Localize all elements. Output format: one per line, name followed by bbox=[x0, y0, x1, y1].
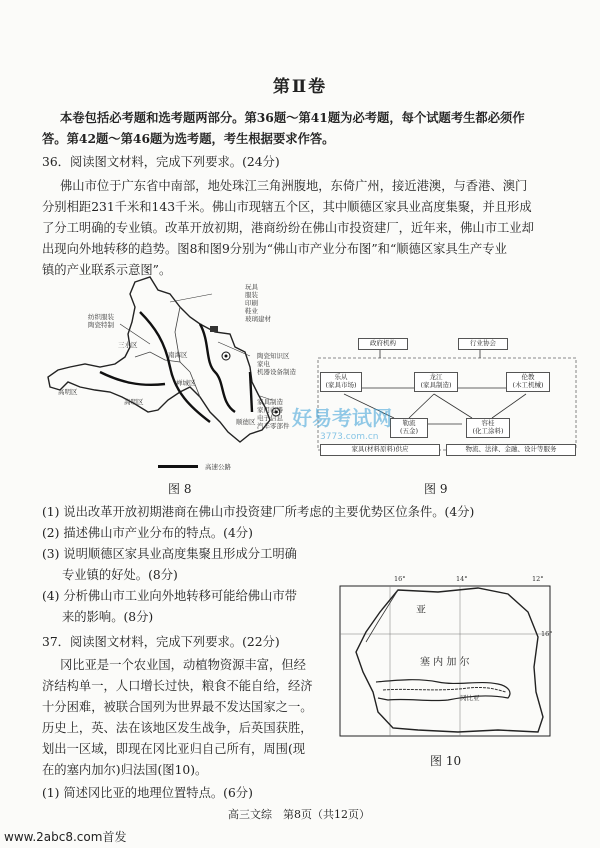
fig9-leliu: 勒流 (五金) bbox=[390, 418, 428, 438]
lat-label: 16° bbox=[541, 630, 553, 638]
district-chancheng: 禅城区 bbox=[176, 379, 196, 387]
industry-label: 电子信息 bbox=[257, 414, 283, 422]
country-label-senegal: 塞 内 加 尔 bbox=[420, 657, 470, 668]
connector-line bbox=[409, 394, 434, 418]
industry-list-left bbox=[88, 313, 114, 329]
industry-label: 纺织服装 bbox=[88, 313, 114, 321]
watermark: 好易考试网 bbox=[292, 406, 392, 430]
q36-sub-question: (3) 说明顺德区家具业高度集聚且形成分工明确 bbox=[42, 547, 297, 561]
fig9-lecong: 乐从 (家具市场) bbox=[320, 372, 362, 392]
highway-line bbox=[100, 372, 165, 385]
fig9-lunjiao: 伦教 (木工机械) bbox=[506, 372, 550, 392]
q37-para-line: 济结构单一，人口增长过快，粮食不能自给，经济 bbox=[42, 679, 313, 693]
industry-label: 家具制造 bbox=[257, 398, 283, 406]
q37-header: 37．阅读图文材料，完成下列要求。(22分) bbox=[42, 635, 280, 649]
q36-sub-question: (4) 分析佛山市工业向外地转移可能给佛山市带 bbox=[42, 589, 297, 603]
legend-highway-swatch bbox=[158, 465, 198, 468]
city-marker bbox=[225, 355, 228, 358]
district-nanhai: 南海区 bbox=[168, 351, 188, 359]
industry-label: 家用电器 bbox=[257, 406, 283, 414]
industry-label: 玩具 bbox=[245, 283, 258, 291]
q36-sub-question: (1) 说出改革开放初期港商在佛山市投资建厂所考虑的主要优势区位条件。(4分) bbox=[42, 505, 475, 519]
fig8-caption: 图 8 bbox=[168, 482, 192, 496]
callout-line bbox=[170, 294, 212, 302]
q36-para-line: 出现向外地转移的趋势。图8和图9分别为“佛山市产业分布图”和“顺德区家具生产专业 bbox=[42, 242, 507, 256]
country-top-label: 亚 bbox=[416, 605, 426, 616]
q37-sub-question: (1) 简述冈比亚的地理位置特点。(6分) bbox=[42, 786, 253, 800]
industry-label: 陶瓷特制 bbox=[88, 321, 114, 329]
industry-label: 玻璃建材 bbox=[245, 315, 271, 323]
fig9-supply: 家具(材料原料)供应 bbox=[320, 444, 440, 456]
district-gaoming: 高明区 bbox=[124, 398, 144, 406]
fig10-caption: 图 10 bbox=[430, 754, 462, 768]
industry-list-top bbox=[245, 283, 271, 323]
q37-para-line: 冈比亚是一个农业国，动植物资源丰富，但经 bbox=[60, 658, 306, 672]
q36-sub-question: 来的影响。(8分) bbox=[62, 610, 154, 624]
q37-para-line: 十分困难，被联合国列为世界最不发达国家之一。 bbox=[42, 700, 313, 714]
lon-label: 14° bbox=[456, 575, 468, 583]
q36-header: 36．阅读图文材料，完成下列要求。(24分) bbox=[42, 155, 280, 169]
lon-label: 16° bbox=[394, 575, 406, 583]
industry-label: 服装 bbox=[245, 291, 258, 299]
site-credit: www.2abc8.com首发 bbox=[4, 830, 127, 844]
q36-sub-question: (2) 描述佛山市产业分布的特点。(4分) bbox=[42, 526, 253, 540]
connector-line bbox=[434, 394, 472, 418]
industry-label: 鞋业 bbox=[245, 307, 258, 315]
instructions-line2: 答。第42题～第46题为选考题，考生根据要求作答。 bbox=[42, 131, 335, 146]
q36-para-line: 分别相距231千米和143千米。佛山市现辖五个区，其中顺德区家具业高度集聚，并且形成 bbox=[42, 200, 532, 214]
q37-para-line: 历史上，英、法在该地区发生战争，后英国获胜， bbox=[42, 721, 313, 735]
fig9-caption: 图 9 bbox=[424, 482, 448, 496]
fig9-longjiang: 龙江 (家具制造) bbox=[414, 372, 458, 392]
q36-para-line: 佛山市位于广东省中南部，地处珠江三角洲腹地，东倚广州，接近港澳，与香港、澳门 bbox=[60, 179, 528, 193]
district-sanshui: 三水区 bbox=[118, 341, 138, 349]
fig9-assoc: 行业协会 bbox=[458, 338, 508, 350]
fig9-services: 物流、法律、金融、设计等服务 bbox=[446, 444, 576, 456]
industry-label: 家电 bbox=[257, 360, 270, 368]
highway-line bbox=[140, 312, 210, 422]
lon-label: 12° bbox=[532, 575, 544, 583]
page-footer: 高三文综 第8页（共12页） bbox=[228, 808, 370, 821]
gambia-river bbox=[383, 687, 506, 692]
industry-label: 机器设备制造 bbox=[257, 368, 296, 376]
q36-para-line: 了分工明确的专业镇。改革开放初期，港商纷纷在佛山市投资建厂，近年来，佛山市工业却 bbox=[42, 221, 534, 235]
q37-para-line: 在的塞内加尔)归法国(图10)。 bbox=[42, 763, 208, 777]
fig9-gov: 政府机构 bbox=[358, 338, 408, 350]
fig9-ronggui: 容桂 (化工涂料) bbox=[466, 418, 510, 438]
industry-list-right-low bbox=[257, 398, 290, 430]
highway-line bbox=[200, 324, 235, 412]
industry-label: 汽车零部件 bbox=[257, 422, 290, 430]
q37-para-line: 划出一区域，即现在冈比亚归自己所有，周围(现 bbox=[42, 742, 306, 756]
region-left: 高明区 bbox=[58, 388, 78, 396]
industry-list-right-mid bbox=[257, 352, 296, 376]
legend-highway-label: 高速公路 bbox=[205, 463, 231, 471]
industry-label: 印刷 bbox=[245, 299, 258, 307]
section-title: 第Ⅱ卷 bbox=[272, 77, 328, 97]
q36-para-line: 镇的产业联系示意图”。 bbox=[42, 263, 172, 277]
district-shunde: 顺德区 bbox=[236, 418, 256, 426]
q36-sub-question: 专业镇的好处。(8分) bbox=[62, 568, 178, 582]
watermark-sub: 3773.com.cn bbox=[320, 432, 379, 442]
instructions-line1: 本卷包括必考题和选考题两部分。第36题～第41题为必考题，每个试题考生都必须作 bbox=[60, 110, 525, 125]
industry-label: 陶瓷知识区 bbox=[257, 352, 290, 360]
connector-line bbox=[492, 394, 526, 418]
country-label-gambia: 冈比亚 bbox=[460, 694, 480, 702]
city-marker bbox=[210, 326, 218, 332]
